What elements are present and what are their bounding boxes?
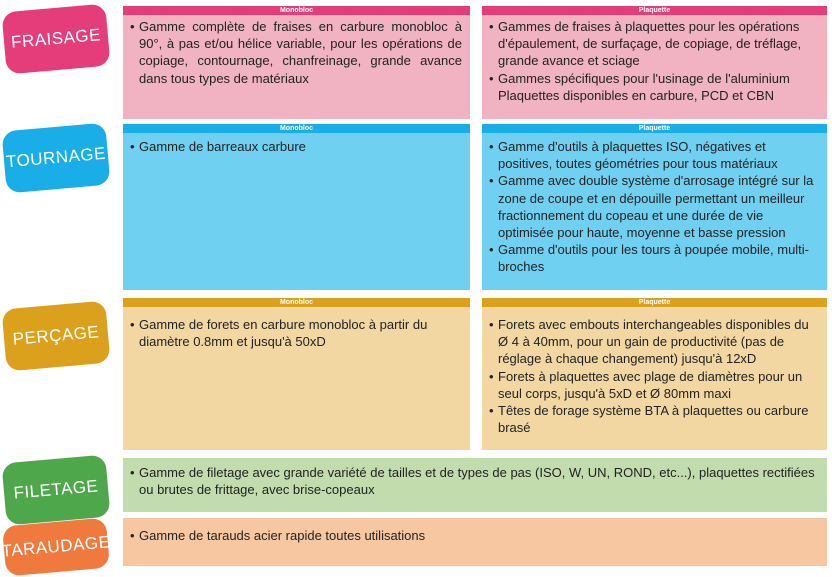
list-item: • Gammes de fraises à plaquettes pour les opérations d'épaulement, de surfaçage, de copiage, de tréflage, grande avance et sciage — [498, 18, 819, 70]
fraisage-plaquette-header: Plaquette — [482, 6, 827, 15]
fraisage-plaquette-cell — [482, 6, 827, 119]
filetage-badge — [1, 455, 110, 526]
list-item: • Gamme de filetage avec grande variété de tailles et de types de pas (ISO, W, UN, ROND, etc...), plaquettes rectifiées ou brutes de frittage, avec brise-copeaux — [139, 464, 819, 498]
tournage-plaquette-cell — [482, 124, 827, 290]
list-item: • Gamme de forets en carbure monobloc à partir du diamètre 0.8mm et jusqu'à 50xD — [139, 316, 462, 350]
tournage-badge — [1, 123, 110, 194]
list-item: • Têtes de forage système BTA à plaquettes ou carbure brasé — [498, 402, 819, 436]
percage-plaquette-header: Plaquette — [482, 298, 827, 307]
tournage-label: TOURNAGE — [5, 143, 107, 172]
list-item: • Gammes spécifiques pour l'usinage de l'aluminium Plaquettes disponibles en carbure, PCD et CBN — [498, 70, 819, 104]
percage-monobloc-header: Monobloc — [123, 298, 470, 307]
filetage-label: FILETAGE — [12, 476, 100, 503]
fraisage-badge — [1, 4, 110, 75]
list-item: • Gamme d'outils à plaquettes ISO, négatives et positives, toutes géométries pour tous matériaux — [498, 138, 819, 172]
taraudage-badge — [2, 518, 110, 577]
percage-plaquette-cell — [482, 298, 827, 450]
filetage-cell — [123, 458, 827, 512]
list-item: • Gamme de barreaux carbure — [139, 138, 462, 155]
list-item: • Gamme d'outils pour les tours à poupée mobile, multi-broches — [498, 241, 819, 275]
percage-badge — [1, 301, 110, 372]
taraudage-label: TARAUDAGE — [0, 532, 112, 561]
list-item: • Forets avec embouts interchangeables disponibles du Ø 4 à 40mm, pour un gain de productivité (pas de réglage à chaque changement) jusqu'à 12xD — [498, 316, 819, 368]
tournage-plaquette-header: Plaquette — [482, 124, 827, 133]
list-item: • Forets à plaquettes avec plage de diamètres pour un seul corps, jusqu'à 5xD et Ø 80mm maxi — [498, 368, 819, 402]
fraisage-monobloc-header: Monobloc — [123, 6, 470, 15]
list-item: • Gamme de tarauds acier rapide toutes utilisations — [139, 527, 819, 544]
fraisage-label: FRAISAGE — [10, 25, 102, 52]
taraudage-cell — [123, 518, 827, 566]
fraisage-monobloc-cell — [123, 6, 470, 119]
list-item: • Gamme avec double système d'arrosage intégré sur la zone de coupe et en dépouille permettant un meilleur fractionnement du copeau et une durée de vie optimisée pour haute, moyenne et basse pression — [498, 172, 819, 241]
tournage-monobloc-cell — [123, 124, 470, 290]
percage-monobloc-cell — [123, 298, 470, 450]
tournage-monobloc-header: Monobloc — [123, 124, 470, 133]
percage-label: PERÇAGE — [11, 322, 100, 349]
list-item: • Gamme complète de fraises en carbure monobloc à 90°, à pas et/ou hélice variable, pour les opérations de copiage, contournage, chanfreinage, grande avance dans tous types de matériaux — [139, 18, 462, 87]
